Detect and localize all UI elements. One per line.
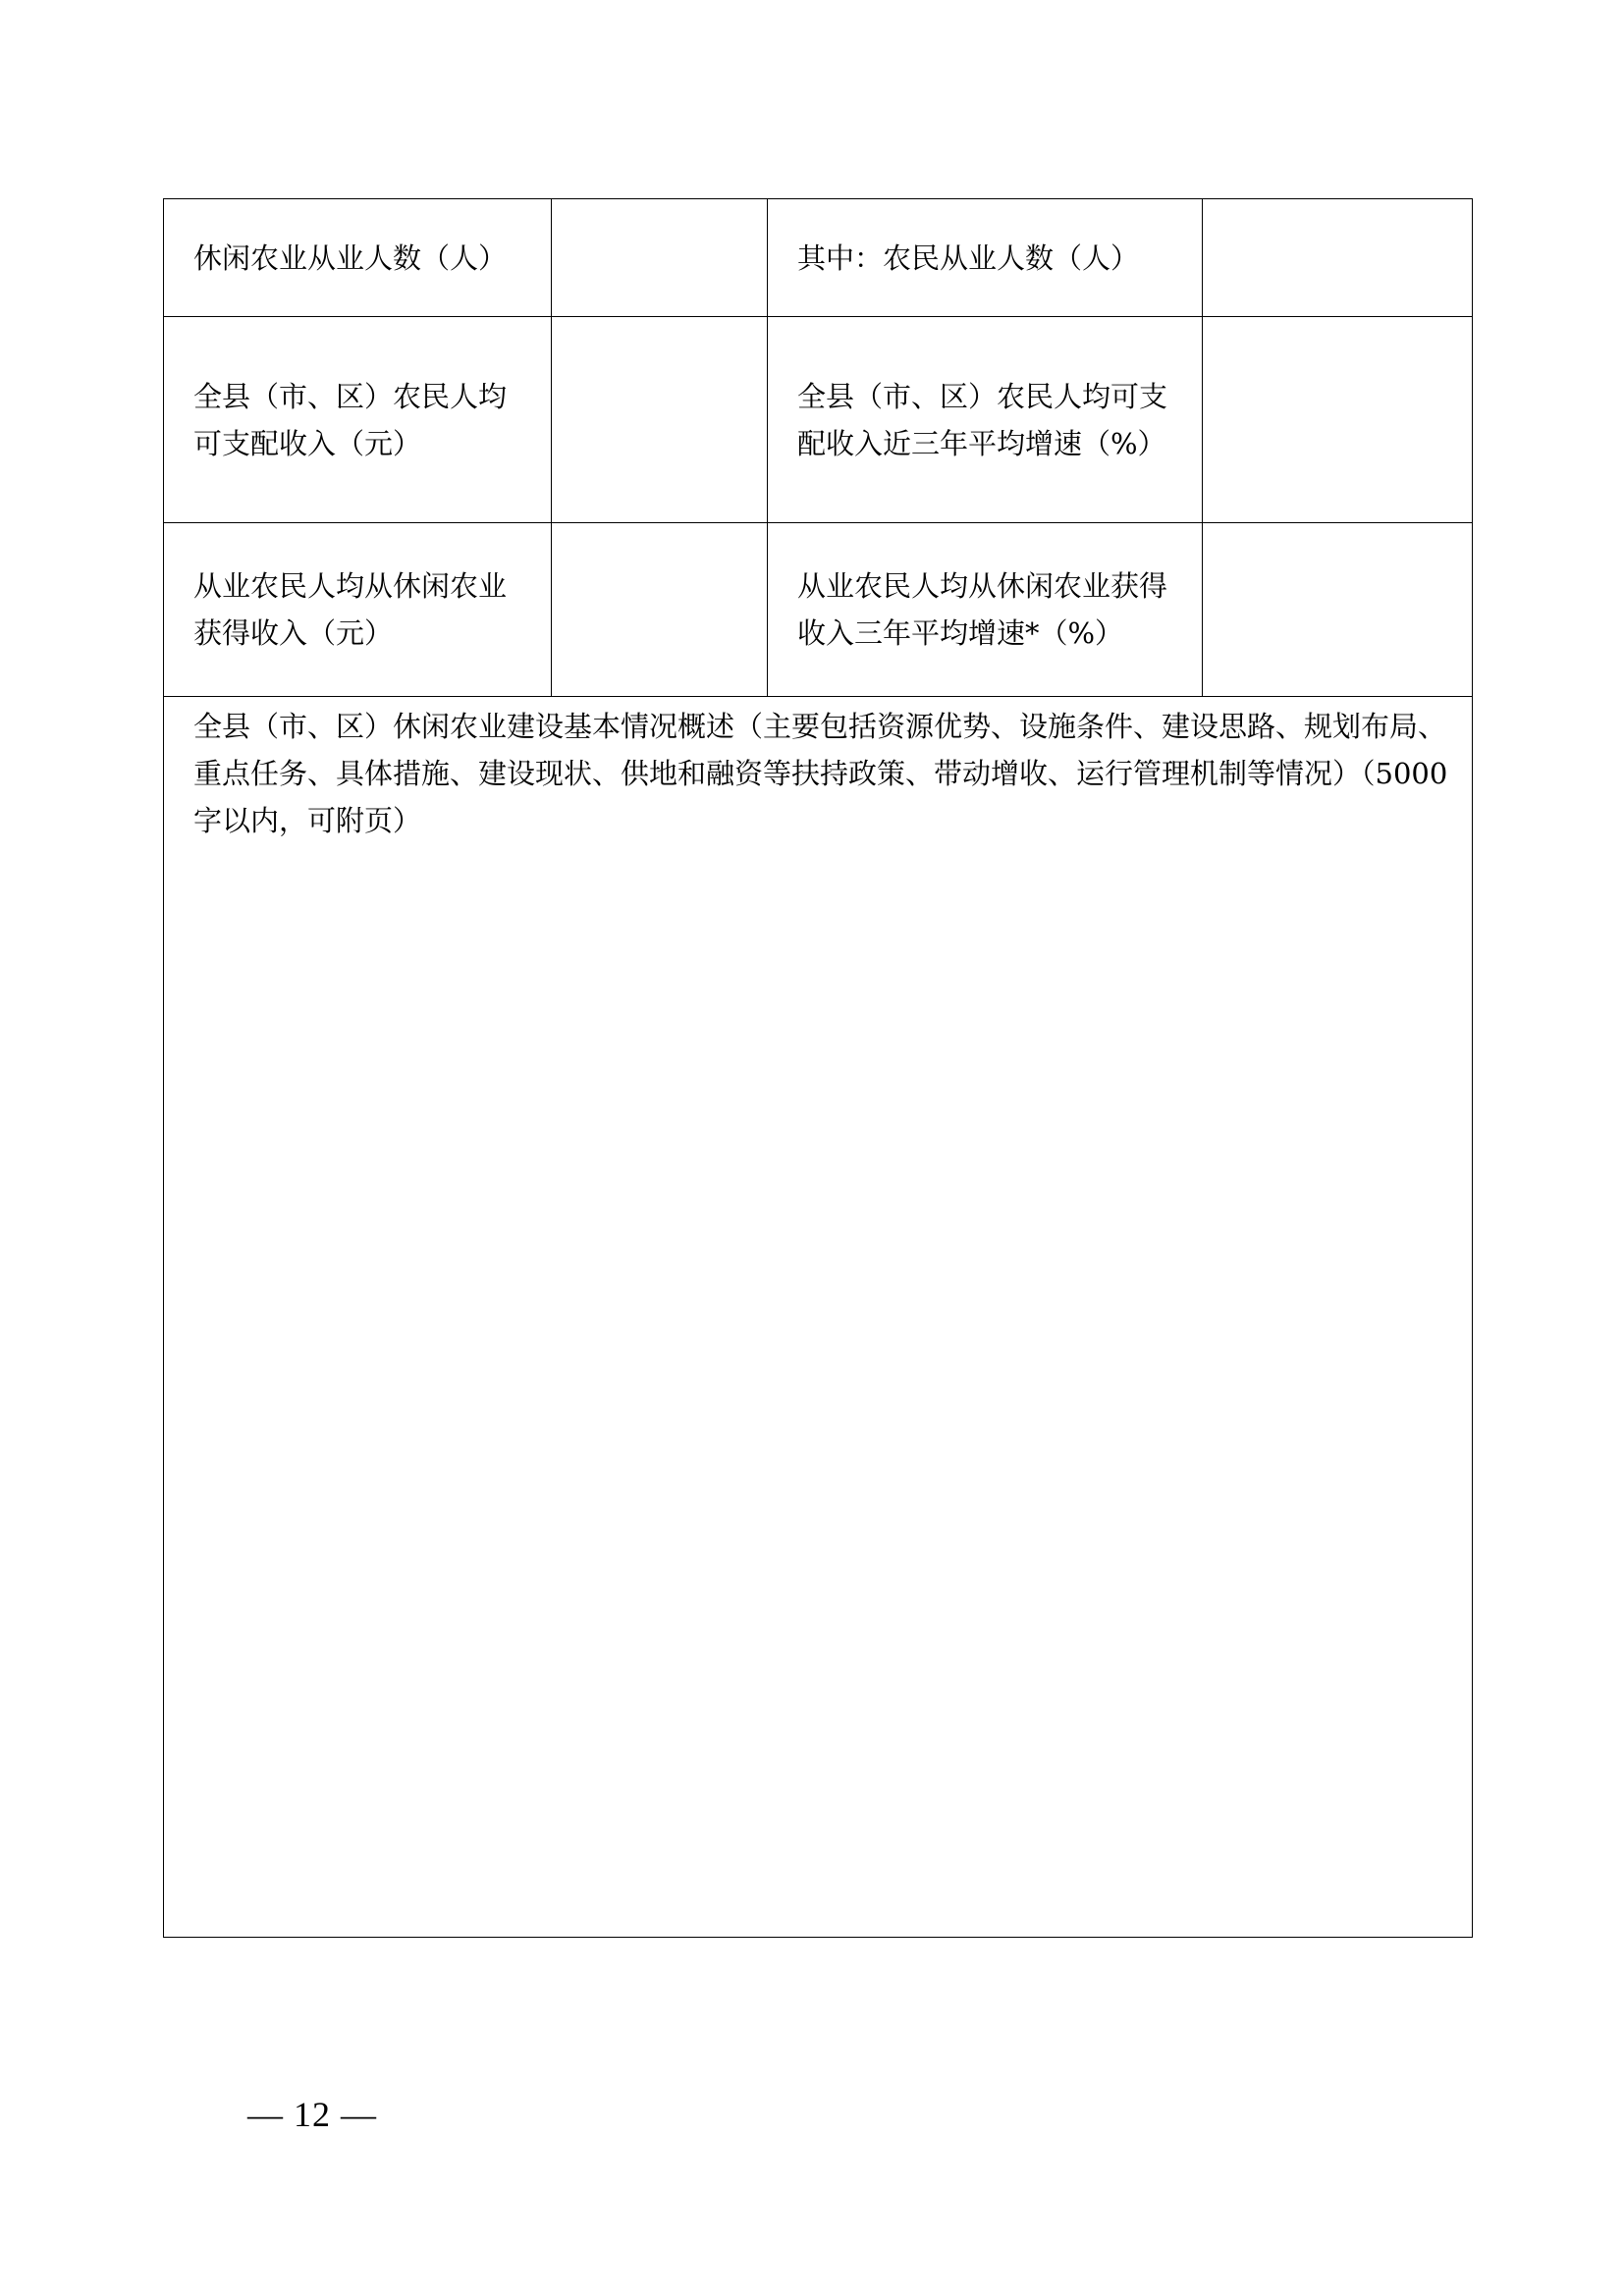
form-row-practitioners — [164, 199, 1473, 317]
value-leisure-agri-income[interactable] — [552, 523, 768, 697]
form-row-description — [164, 697, 1473, 1938]
label-line: 全县（市、区）农民人均 — [193, 379, 508, 413]
description-prompt-line: 重点任务、具体措施、建设现状、供地和融资等扶持政策、带动增收、运行管理机制等情况）（5000 — [193, 757, 1448, 790]
page-number: — 12 — — [247, 2095, 377, 2134]
label-line: 可支配收入（元） — [193, 426, 422, 460]
label-line: 从业农民人均从休闲农业 — [193, 569, 508, 603]
label-line: 收入三年平均增速*（%） — [797, 616, 1124, 650]
label-line: 获得收入（元） — [193, 616, 394, 650]
label-line: 其中：农民从业人数（人） — [797, 240, 1140, 275]
description-cell[interactable] — [164, 697, 1473, 1938]
form-row-disposable-income — [164, 317, 1473, 523]
value-per-capita-disposable-income[interactable] — [552, 317, 768, 523]
label-disposable-income-growth — [768, 317, 1203, 523]
description-prompt — [193, 703, 1448, 844]
description-prompt-line: 字以内，可附页） — [193, 804, 422, 837]
form-row-leisure-income — [164, 523, 1473, 697]
application-form-table — [163, 198, 1473, 1938]
value-farmer-practitioners[interactable] — [1203, 199, 1473, 317]
value-leisure-income-growth[interactable] — [1203, 523, 1473, 697]
label-line: 休闲农业从业人数（人） — [193, 240, 508, 275]
value-disposable-income-growth[interactable] — [1203, 317, 1473, 523]
label-farmer-practitioners — [768, 199, 1203, 317]
label-line: 全县（市、区）农民人均可支 — [797, 379, 1168, 413]
label-line: 从业农民人均从休闲农业获得 — [797, 569, 1168, 603]
value-leisure-agri-practitioners[interactable] — [552, 199, 768, 317]
label-line: 配收入近三年平均增速（%） — [797, 426, 1166, 460]
label-leisure-agri-income — [164, 523, 552, 697]
label-per-capita-disposable-income — [164, 317, 552, 523]
label-leisure-agri-practitioners — [164, 199, 552, 317]
label-leisure-income-growth — [768, 523, 1203, 697]
description-prompt-line: 全县（市、区）休闲农业建设基本情况概述（主要包括资源优势、设施条件、建设思路、规划布局、 — [193, 710, 1447, 743]
